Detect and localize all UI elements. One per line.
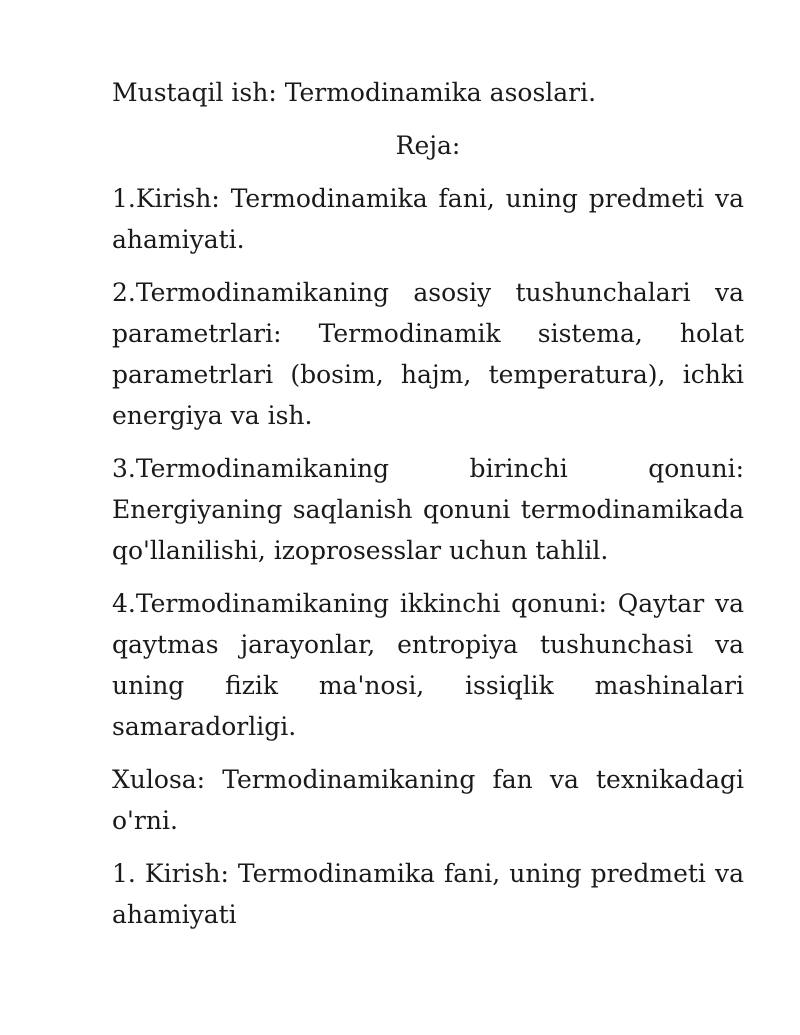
- document-title: Mustaqil ish: Termodinamika asoslari.: [112, 78, 597, 107]
- plan-heading: Reja:: [395, 131, 461, 160]
- plan-item-4: 4.Termodinamikaning ikkinchi qonuni: Qaytar va qaytmas jarayonlar, entropiya tushunchasi va uning fizik ma'nosi, issiqlik mashinalari samaradorligi.: [112, 589, 744, 741]
- plan-conclusion: Xulosa: Termodinamikaning fan va texnikadagi o'rni.: [112, 765, 744, 835]
- plan-item-1: 1.Kirish: Termodinamika fani, uning predmeti va ahamiyati.: [112, 184, 744, 254]
- section-heading-intro: 1. Kirish: Termodinamika fani, uning predmeti va ahamiyati: [112, 859, 744, 929]
- plan-item-2: 2.Termodinamikaning asosiy tushunchalari va parametrlari: Termodinamik sistema, holat parametrlari (bosim, hajm, temperatura), ichki energiya va ish.: [112, 278, 744, 430]
- document-page: [112, 72, 744, 947]
- plan-item-3: 3.Termodinamikaning birinchi qonuni: Energiyaning saqlanish qonuni termodinamikada qo'llanilishi, izoprosesslar uchun tahlil.: [112, 454, 744, 565]
